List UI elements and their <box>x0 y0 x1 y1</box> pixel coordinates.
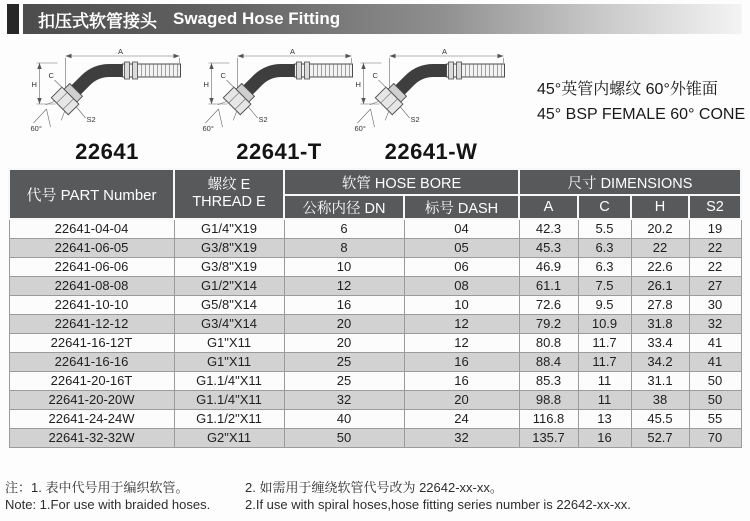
product-figure-22641-w <box>352 48 510 165</box>
table-cell: G1"X11 <box>174 352 284 371</box>
table-cell: 06 <box>404 257 519 276</box>
table-cell: 08 <box>404 276 519 295</box>
col-header-s2: S2 <box>689 195 741 219</box>
table-cell: 98.8 <box>519 390 578 409</box>
spec-table-body <box>9 219 741 447</box>
drawing-slot <box>352 48 510 138</box>
table-cell: 85.3 <box>519 371 578 390</box>
col-header-thread <box>174 169 284 219</box>
dim-label-a: A <box>117 48 124 56</box>
col-header-thread-zh: 螺纹 E <box>207 177 251 193</box>
table-cell: G1.1/2"X11 <box>174 409 284 428</box>
dim-label-angle: 60° <box>354 124 366 133</box>
col-header-thread-en: THREAD E <box>192 194 266 210</box>
table-cell: G3/8"X19 <box>174 257 284 276</box>
table-cell: 04 <box>404 219 519 238</box>
table-cell: 19 <box>689 219 741 238</box>
col-header-part-number: 代号 PART Number <box>9 169 174 219</box>
table-cell: 6.3 <box>578 257 631 276</box>
table-cell: 31.8 <box>631 314 689 333</box>
table-cell: 24 <box>404 409 519 428</box>
table-cell: 20 <box>284 314 404 333</box>
table-row <box>9 238 741 257</box>
table-cell: 16 <box>578 428 631 447</box>
table-cell: 11 <box>578 371 631 390</box>
dim-label-c: C <box>220 71 226 80</box>
table-cell: 20.2 <box>631 219 689 238</box>
table-cell: 22641-20-16T <box>9 371 174 390</box>
dim-label-a: A <box>289 48 296 56</box>
table-cell: 135.7 <box>519 428 578 447</box>
dim-label-h: H <box>355 80 361 89</box>
table-cell: 22641-24-24W <box>9 409 174 428</box>
table-cell: 22641-20-20W <box>9 390 174 409</box>
col-header-dash: 标号 DASH <box>404 195 519 219</box>
fitting-drawing <box>28 48 186 133</box>
table-cell: G5/8"X14 <box>174 295 284 314</box>
table-cell: 45.3 <box>519 238 578 257</box>
table-cell: 22 <box>689 257 741 276</box>
table-cell: 22.6 <box>631 257 689 276</box>
table-cell: G1.1/4"X11 <box>174 390 284 409</box>
table-row <box>9 352 741 371</box>
dim-label-angle: 60° <box>30 124 42 133</box>
table-cell: 52.7 <box>631 428 689 447</box>
table-cell: 10 <box>284 257 404 276</box>
drawing-slot <box>28 48 186 138</box>
col-header-h: H <box>631 195 689 219</box>
table-cell: 6 <box>284 219 404 238</box>
table-cell: 8 <box>284 238 404 257</box>
table-cell: 22641-16-16 <box>9 352 174 371</box>
table-cell: G1/4"X19 <box>174 219 284 238</box>
table-cell: 9.5 <box>578 295 631 314</box>
table-cell: 05 <box>404 238 519 257</box>
table-cell: 32 <box>689 314 741 333</box>
spec-table-head <box>9 169 741 219</box>
table-cell: G2"X11 <box>174 428 284 447</box>
table-cell: 11 <box>578 390 631 409</box>
note-zh-2: 2. 如需用于缠绕软管代号改为 22642-xx-xx。 <box>245 480 503 495</box>
table-cell: 10 <box>404 295 519 314</box>
table-cell: 12 <box>404 314 519 333</box>
table-cell: G3/8"X19 <box>174 238 284 257</box>
banner-accent-block <box>7 4 19 34</box>
drawing-slot <box>200 48 358 138</box>
table-cell: G1.1/4"X11 <box>174 371 284 390</box>
table-cell: 46.9 <box>519 257 578 276</box>
section-banner <box>23 4 742 34</box>
description-en: 45° BSP FEMALE 60° CONE <box>537 106 746 123</box>
dim-label-s2: S2 <box>410 115 420 124</box>
table-cell: 50 <box>689 390 741 409</box>
table-cell: 22641-06-06 <box>9 257 174 276</box>
table-cell: 32 <box>284 390 404 409</box>
table-cell: 22 <box>689 238 741 257</box>
dim-label-a: A <box>441 48 448 56</box>
table-cell: 7.5 <box>578 276 631 295</box>
section-title-en: Swaged Hose Fitting <box>173 9 341 28</box>
table-cell: 22641-16-12T <box>9 333 174 352</box>
table-cell: 50 <box>689 371 741 390</box>
table-cell: 72.6 <box>519 295 578 314</box>
table-row <box>9 295 741 314</box>
col-header-dn: 公称内径 DN <box>284 195 404 219</box>
table-cell: 70 <box>689 428 741 447</box>
table-cell: 11.7 <box>578 333 631 352</box>
table-cell: 116.8 <box>519 409 578 428</box>
dim-label-s2: S2 <box>86 115 96 124</box>
table-cell: 22641-32-32W <box>9 428 174 447</box>
product-label: 22641-W <box>384 139 478 164</box>
note-en-1: Note: 1.For use with braided hoses. <box>5 497 211 512</box>
fitting-description <box>537 77 745 127</box>
col-header-c: C <box>578 195 631 219</box>
note-en-2: 2.If use with spiral hoses,hose fitting series number is 22642-xx-xx. <box>245 497 631 512</box>
table-cell: 27 <box>689 276 741 295</box>
col-header-a: A <box>519 195 578 219</box>
table-cell: 22641-10-10 <box>9 295 174 314</box>
table-row <box>9 333 741 352</box>
table-cell: 45.5 <box>631 409 689 428</box>
product-figure-22641 <box>28 48 186 165</box>
table-cell: 6.3 <box>578 238 631 257</box>
group-header-hose-bore: 软管 HOSE BORE <box>284 169 519 195</box>
table-cell: 12 <box>284 276 404 295</box>
table-cell: 10.9 <box>578 314 631 333</box>
table-row <box>9 371 741 390</box>
group-header-dimensions: 尺寸 DIMENSIONS <box>519 169 741 195</box>
table-cell: 25 <box>284 352 404 371</box>
table-cell: G3/4"X14 <box>174 314 284 333</box>
table-row <box>9 428 741 447</box>
fitting-drawing <box>352 48 510 133</box>
table-cell: 61.1 <box>519 276 578 295</box>
table-cell: 42.3 <box>519 219 578 238</box>
table-cell: 16 <box>284 295 404 314</box>
table-row <box>9 219 741 238</box>
table-cell: 16 <box>404 352 519 371</box>
dim-label-c: C <box>48 71 54 80</box>
table-row <box>9 276 741 295</box>
table-cell: 16 <box>404 371 519 390</box>
dim-label-s2: S2 <box>258 115 268 124</box>
footnotes <box>5 479 631 513</box>
table-cell: 22 <box>631 238 689 257</box>
table-cell: 34.2 <box>631 352 689 371</box>
table-cell: 20 <box>404 390 519 409</box>
table-cell: 22641-08-08 <box>9 276 174 295</box>
product-label: 22641-T <box>236 139 322 164</box>
table-cell: 26.1 <box>631 276 689 295</box>
table-cell: 11.7 <box>578 352 631 371</box>
table-cell: 22641-04-04 <box>9 219 174 238</box>
table-cell: 5.5 <box>578 219 631 238</box>
table-cell: 25 <box>284 371 404 390</box>
table-cell: 50 <box>284 428 404 447</box>
table-cell: 80.8 <box>519 333 578 352</box>
dim-label-angle: 60° <box>202 124 214 133</box>
section-title-zh: 扣压式软管接头 <box>38 11 157 31</box>
table-cell: 27.8 <box>631 295 689 314</box>
note-zh-1: 注：1. 表中代号用于编织软管。 <box>5 480 189 495</box>
spec-table <box>8 168 742 448</box>
table-cell: 32 <box>404 428 519 447</box>
table-cell: 30 <box>689 295 741 314</box>
table-row <box>9 257 741 276</box>
table-cell: 38 <box>631 390 689 409</box>
table-cell: 79.2 <box>519 314 578 333</box>
table-cell: 13 <box>578 409 631 428</box>
table-row <box>9 390 741 409</box>
table-cell: 88.4 <box>519 352 578 371</box>
table-cell: 33.4 <box>631 333 689 352</box>
table-cell: G1/2"X14 <box>174 276 284 295</box>
table-row <box>9 409 741 428</box>
dim-label-c: C <box>372 71 378 80</box>
fitting-drawing <box>200 48 358 133</box>
dim-label-h: H <box>31 80 37 89</box>
table-cell: 31.1 <box>631 371 689 390</box>
table-cell: G1"X11 <box>174 333 284 352</box>
product-label: 22641 <box>75 139 139 164</box>
table-cell: 22641-12-12 <box>9 314 174 333</box>
table-cell: 41 <box>689 333 741 352</box>
description-zh: 45°英管内螺纹 60°外锥面 <box>537 81 718 98</box>
table-row <box>9 314 741 333</box>
table-cell: 41 <box>689 352 741 371</box>
table-cell: 20 <box>284 333 404 352</box>
table-cell: 12 <box>404 333 519 352</box>
table-cell: 40 <box>284 409 404 428</box>
product-figure-22641-t <box>200 48 358 165</box>
dim-label-h: H <box>203 80 209 89</box>
table-cell: 22641-06-05 <box>9 238 174 257</box>
table-cell: 55 <box>689 409 741 428</box>
